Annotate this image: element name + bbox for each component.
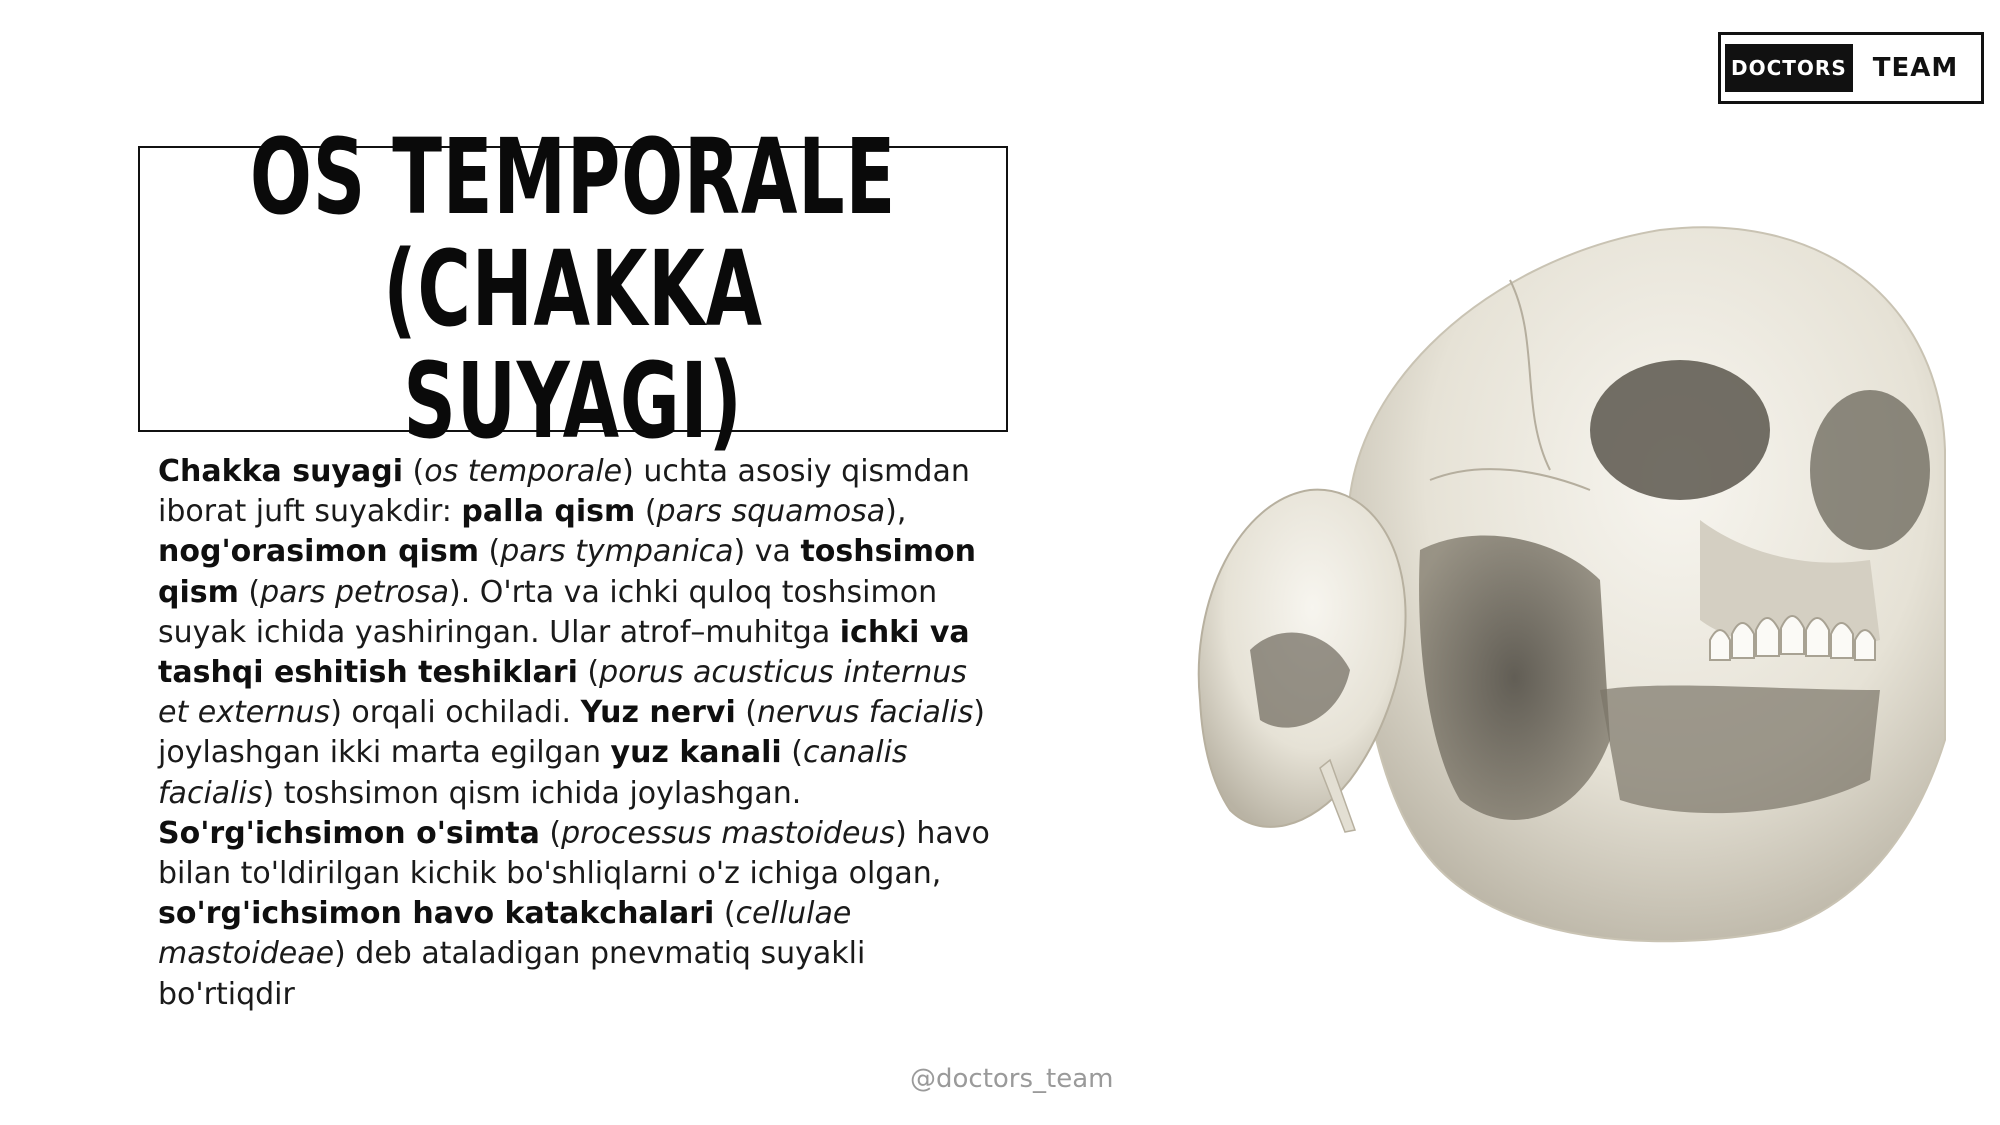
paragraph-segment: (	[539, 815, 562, 851]
title-line-1: OS TEMPORALE	[249, 116, 897, 238]
description-paragraph	[158, 452, 998, 1015]
title-line-2: (CHAKKA SUYAGI)	[383, 228, 763, 462]
paragraph-segment: toshsimon qism	[158, 534, 977, 610]
paragraph-segment: ) uchta asosiy qismdan iborat juft suyakdir:	[158, 454, 970, 530]
page-title	[235, 116, 910, 462]
paragraph-segment: nog'orasimon qism	[158, 534, 479, 570]
paragraph-segment: Chakka suyagi	[158, 454, 403, 489]
paragraph-segment: (	[238, 574, 261, 610]
paragraph-segment: ) havo bilan to'ldirilgan kichik bo'shliqlarni o'z ichiga olgan,	[158, 815, 990, 892]
paragraph-segment: ichki va tashqi eshitish teshiklari	[158, 614, 970, 691]
paragraph-segment: cellulae mastoideae	[158, 896, 852, 972]
paragraph-segment: so'rg'ichsimon havo katakchalari	[158, 896, 715, 932]
paragraph-segment: pars squamosa	[656, 494, 886, 530]
paragraph-segment: nervus facialis	[757, 695, 974, 731]
paragraph-segment: ) orqali ochiladi.	[330, 695, 581, 731]
paragraph-segment: (	[402, 454, 425, 489]
paragraph-segment: os temporale	[424, 454, 623, 489]
paragraph-segment: porus acusticus internus et externus	[158, 655, 967, 731]
paragraph-segment: (	[577, 655, 600, 691]
paragraph-segment: (	[781, 735, 803, 771]
logo-light-segment: TEAM	[1872, 53, 1959, 83]
paragraph-segment: palla qism	[461, 494, 636, 530]
paragraph-segment: (	[735, 695, 757, 731]
paragraph-segment: pars petrosa	[260, 574, 450, 610]
paragraph-segment: Yuz nervi	[580, 695, 736, 731]
footer-handle: @doctors_team	[910, 1064, 1114, 1094]
title-box	[138, 116, 1008, 462]
logo-dark-segment: DOCTORS	[1725, 44, 1853, 92]
paragraph-segment: ) va	[733, 534, 801, 570]
paragraph-segment: ) joylashgan ikki marta egilgan	[158, 695, 985, 771]
paragraph-segment: yuz kanali	[610, 735, 782, 771]
paragraph-segment: ). O'rta va ichki quloq toshsimon suyak ichida yashiringan. Ular atrof–muhitga	[158, 574, 938, 650]
paragraph-segment: (	[635, 494, 657, 530]
paragraph-segment: ) toshsimon qism ichida joylashgan.	[262, 775, 802, 811]
paragraph-segment: (	[478, 534, 501, 570]
paragraph-segment: (	[714, 896, 736, 932]
paragraph-segment: canalis facialis	[158, 735, 908, 811]
paragraph-segment: processus mastoideus	[561, 815, 896, 851]
paragraph-segment: So'rg'ichsimon o'simta	[158, 815, 540, 851]
skull-illustration	[1180, 220, 1960, 950]
paragraph-segment: ),	[885, 494, 907, 530]
brand-logo	[1718, 32, 1984, 104]
paragraph-segment: pars tympanica	[500, 534, 734, 570]
paragraph-segment: ) deb ataladigan pnevmatiq suyakli bo'rtiqdir	[158, 936, 866, 1012]
